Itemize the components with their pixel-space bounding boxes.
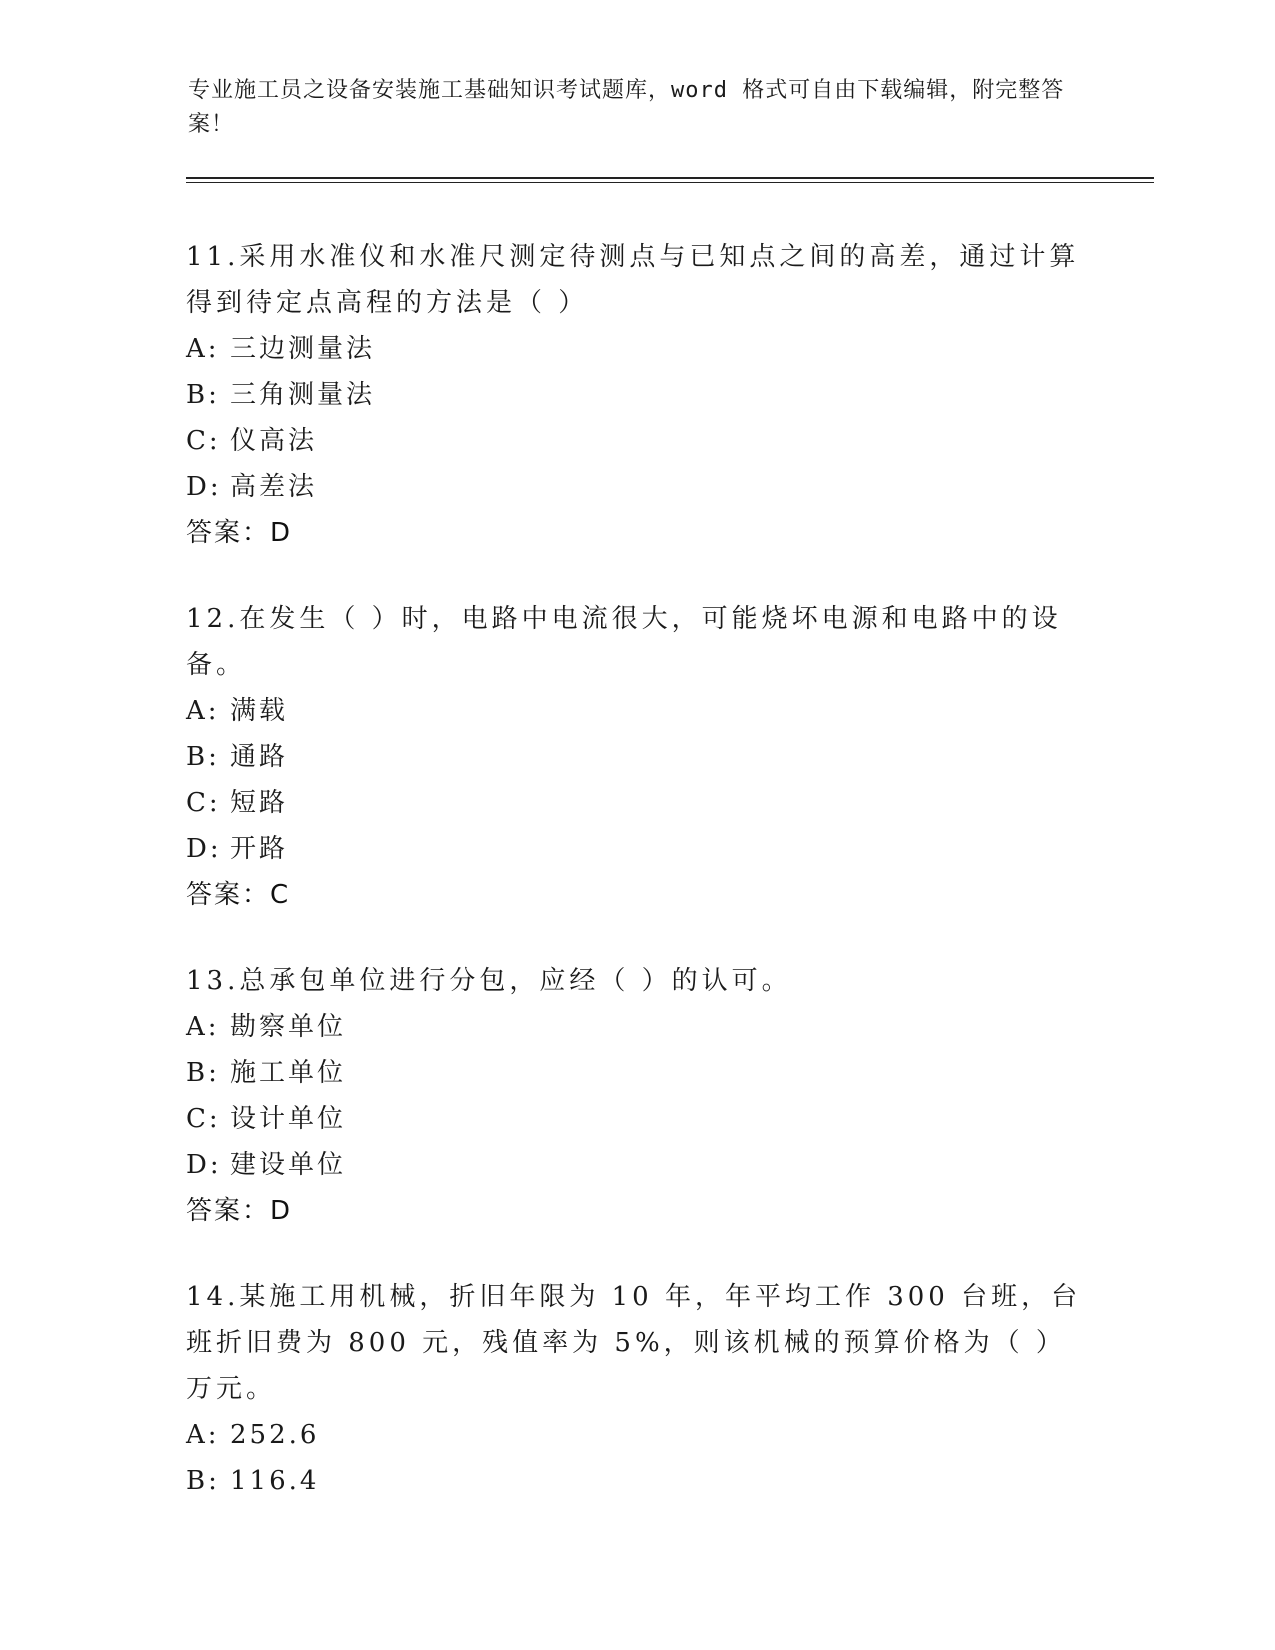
option-key: A: — [186, 1012, 220, 1042]
option-d — [186, 1142, 1086, 1188]
header-divider-thin — [186, 182, 1154, 183]
question-stem: 13.总承包单位进行分包，应经（ ）的认可。 — [186, 966, 792, 996]
option-key: A: — [186, 334, 220, 364]
option-a — [186, 1004, 1086, 1050]
option-a — [186, 1412, 1086, 1458]
option-text: 高差法 — [230, 472, 318, 502]
option-key: C: — [186, 788, 221, 818]
answer-line: 答案：D — [186, 1196, 293, 1226]
option-b — [186, 372, 1086, 418]
option-d — [186, 826, 1086, 872]
option-text: 通路 — [230, 742, 289, 772]
option-text: 开路 — [230, 834, 289, 864]
option-key: A: — [186, 1420, 220, 1450]
answer-line: 答案：C — [186, 880, 291, 910]
document-header: 专业施工员之设备安装施工基础知识考试题库，word 格式可自由下载编辑，附完整答案！ — [188, 78, 1065, 137]
option-key: B: — [186, 1466, 220, 1496]
option-text: 建设单位 — [230, 1150, 347, 1180]
option-c — [186, 780, 1086, 826]
option-text: 满载 — [230, 696, 289, 726]
option-b — [186, 1458, 1086, 1504]
option-text: 施工单位 — [230, 1058, 347, 1088]
option-text: 三边测量法 — [230, 334, 376, 364]
option-text: 116.4 — [230, 1466, 320, 1496]
option-c — [186, 418, 1086, 464]
option-key: D: — [186, 472, 222, 502]
option-text: 勘察单位 — [230, 1012, 347, 1042]
option-text: 短路 — [230, 788, 289, 818]
option-d — [186, 464, 1086, 510]
option-key: A: — [186, 696, 220, 726]
question-stem: 12.在发生（ ）时，电路中电流很大，可能烧坏电源和电路中的设备。 — [186, 604, 1062, 680]
question-stem: 11.采用水准仪和水准尺测定待测点与已知点之间的高差，通过计算得到待定点高程的方法是（ ） — [186, 242, 1080, 318]
option-key: D: — [186, 1150, 222, 1180]
option-b — [186, 734, 1086, 780]
option-c — [186, 1096, 1086, 1142]
question-11 — [186, 234, 1086, 556]
option-key: B: — [186, 742, 220, 772]
question-13 — [186, 958, 1086, 1234]
option-text: 仪高法 — [230, 426, 318, 456]
question-stem: 14.某施工用机械，折旧年限为 10 年，年平均工作 300 台班，台班折旧费为 800 元，残值率为 5%，则该机械的预算价格为（ ）万元。 — [186, 1282, 1082, 1404]
option-text: 三角测量法 — [230, 380, 376, 410]
option-a — [186, 326, 1086, 372]
option-text: 252.6 — [230, 1420, 320, 1450]
question-list — [186, 234, 1086, 1544]
answer-line: 答案：D — [186, 518, 293, 548]
option-key: C: — [186, 1104, 221, 1134]
option-key: B: — [186, 380, 220, 410]
option-key: C: — [186, 426, 221, 456]
option-b — [186, 1050, 1086, 1096]
option-key: B: — [186, 1058, 220, 1088]
option-key: D: — [186, 834, 222, 864]
header-divider-thick — [186, 177, 1154, 179]
question-12 — [186, 596, 1086, 918]
question-14 — [186, 1274, 1086, 1504]
option-text: 设计单位 — [230, 1104, 347, 1134]
option-a — [186, 688, 1086, 734]
